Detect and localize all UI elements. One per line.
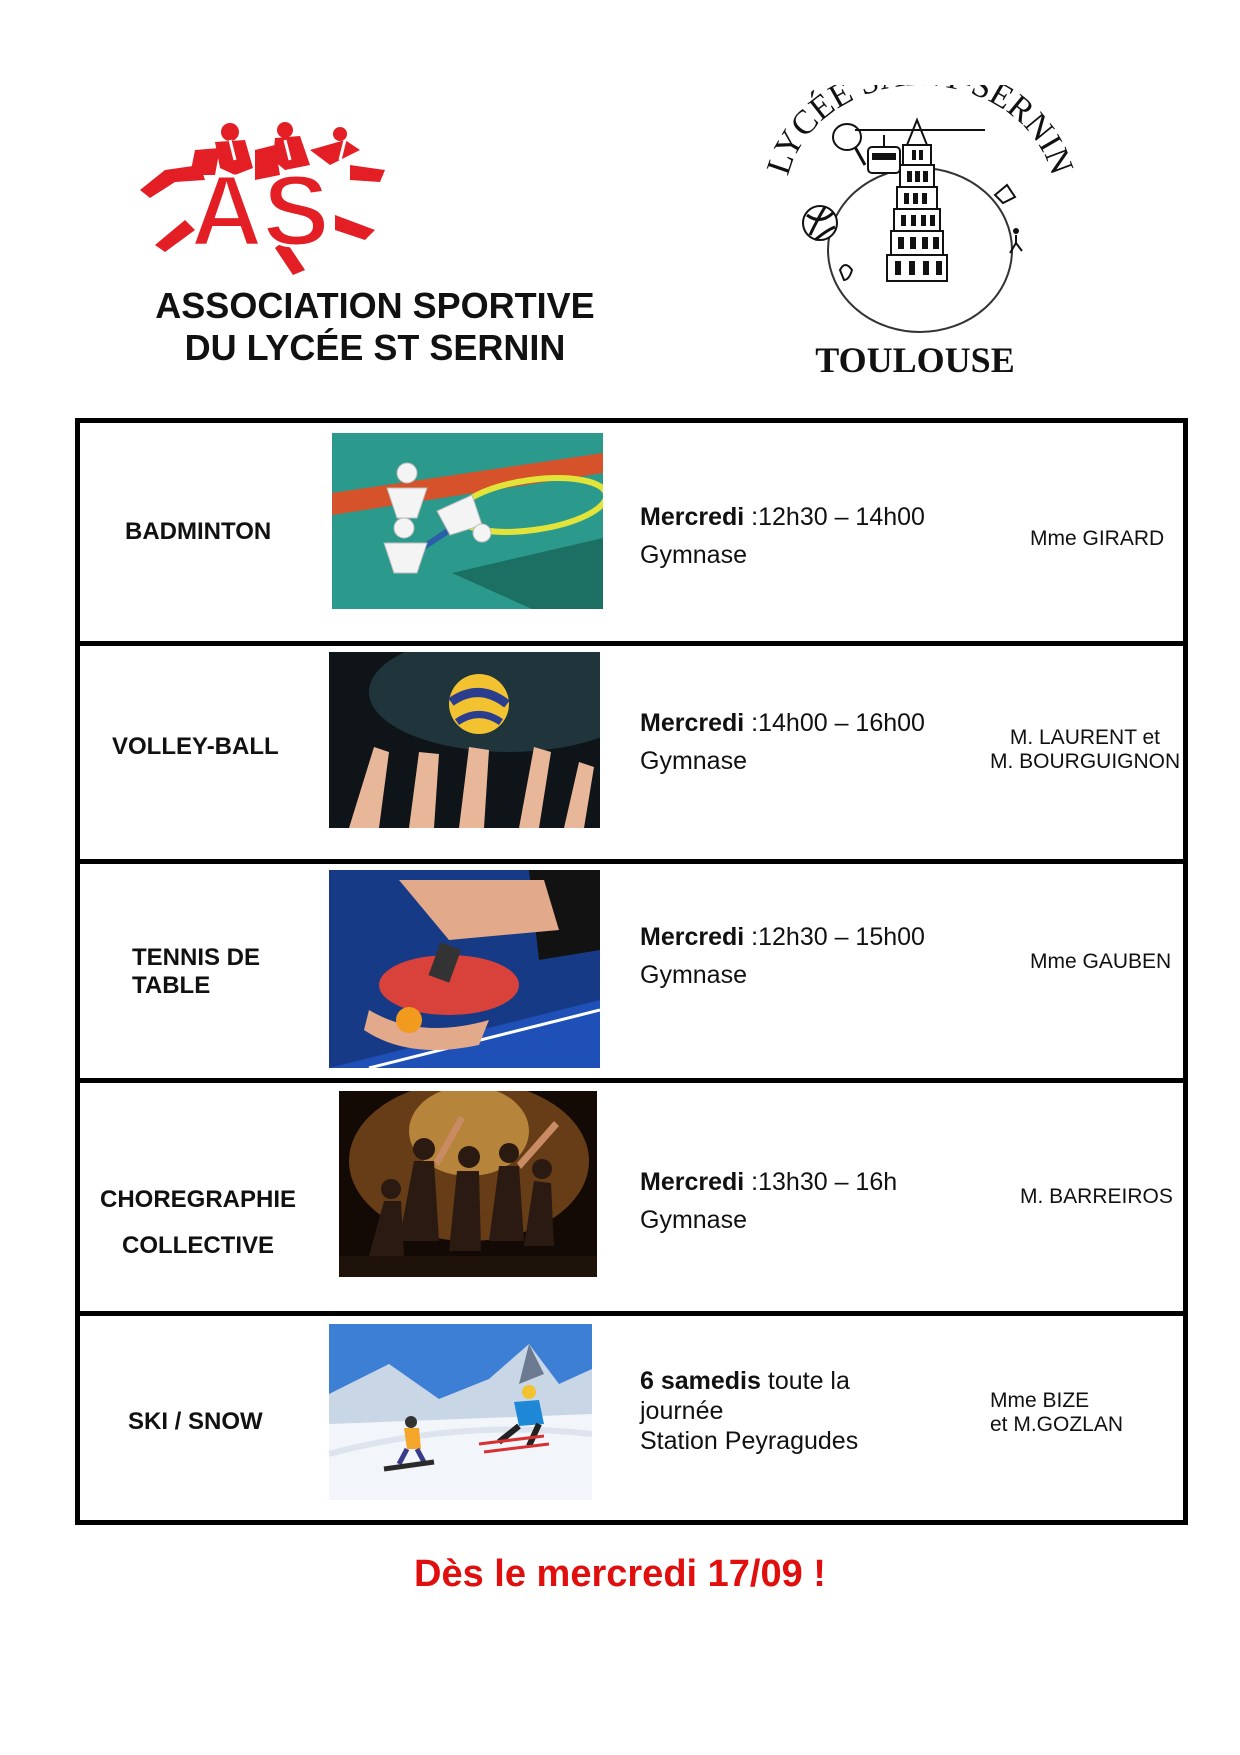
coach-name-line: M. BARREIROS xyxy=(1020,1185,1173,1208)
schedule-info xyxy=(640,704,925,780)
coach-name xyxy=(990,1389,1123,1437)
table-tennis-photo xyxy=(329,870,600,1068)
sport-name xyxy=(125,518,271,546)
table-row xyxy=(80,1078,1183,1311)
school-logo-arc-text: LYCÉE SERNI xyxy=(759,85,1069,180)
dance-photo xyxy=(339,1091,597,1277)
association-title xyxy=(115,285,635,369)
volleyball-photo xyxy=(329,652,600,828)
sport-name-line: CHOREGRAPHIE xyxy=(100,1186,297,1213)
activities-table xyxy=(75,418,1188,1525)
schedule-info xyxy=(640,1163,897,1239)
coach-name-line: M. BOURGUIGNON xyxy=(990,750,1181,773)
sport-name-line: BADMINTON xyxy=(125,518,272,545)
sport-name-line: SKI / SNOW xyxy=(128,1408,263,1435)
sport-name-line: COLLECTIVE xyxy=(122,1232,275,1259)
schedule-info xyxy=(640,918,925,994)
schedule-place: Station Peyragudes xyxy=(640,1427,859,1455)
sport-name-line: TENNIS DE xyxy=(132,944,261,971)
table-row xyxy=(80,641,1183,859)
schedule-time: :14h00 – 16h00 xyxy=(744,709,925,737)
schedule-time-continued: journée xyxy=(640,1397,724,1425)
schedule-place: Gymnase xyxy=(640,747,747,775)
coach-name xyxy=(1020,1185,1173,1209)
sport-name-line: TABLE xyxy=(132,972,211,999)
coach-name xyxy=(1030,950,1171,974)
coach-name xyxy=(1030,527,1164,551)
badminton-photo xyxy=(332,433,603,609)
schedule-day: Mercredi xyxy=(640,709,745,737)
coach-name-line: et M.GOZLAN xyxy=(990,1413,1124,1436)
sport-name xyxy=(100,1177,296,1269)
school-logo xyxy=(755,85,1075,385)
as-logo xyxy=(135,120,395,280)
association-title-line1: ASSOCIATION SPORTIVE xyxy=(155,285,595,326)
sport-name xyxy=(128,1408,263,1436)
coach-name-line: Mme GAUBEN xyxy=(1030,950,1172,973)
schedule-info xyxy=(640,498,925,574)
schedule-place: Gymnase xyxy=(640,961,747,989)
coach-name-line: M. LAURENT et xyxy=(1009,726,1160,749)
schedule-day: Mercredi xyxy=(640,503,745,531)
schedule-day: Mercredi xyxy=(640,1168,745,1196)
association-title-line2: DU LYCÉE ST SERNIN xyxy=(184,327,566,368)
table-row xyxy=(80,423,1183,641)
table-row xyxy=(80,859,1183,1078)
schedule-time: :12h30 – 15h00 xyxy=(744,923,925,951)
schedule-day: Mercredi xyxy=(640,923,745,951)
schedule-time: :12h30 – 14h00 xyxy=(744,503,925,531)
schedule-place: Gymnase xyxy=(640,1206,747,1234)
schedule-time: :13h30 – 16h xyxy=(744,1168,898,1196)
schedule-place: Gymnase xyxy=(640,541,747,569)
coach-name-line: Mme GIRARD xyxy=(1030,527,1165,550)
table-row xyxy=(80,1311,1183,1525)
schedule-info xyxy=(640,1366,858,1456)
school-logo-city: TOULOUSE xyxy=(815,340,1015,380)
sport-name-line: VOLLEY-BALL xyxy=(112,733,279,760)
coach-name xyxy=(990,726,1181,774)
sport-name xyxy=(112,733,279,761)
ski-photo xyxy=(329,1324,592,1500)
sport-name xyxy=(132,944,260,1000)
schedule-time: toute la xyxy=(760,1367,850,1395)
schedule-day: 6 samedis xyxy=(640,1367,761,1395)
as-logo-letters: AS xyxy=(190,155,330,267)
coach-name-line: Mme BIZE xyxy=(990,1389,1090,1412)
start-date-banner: Dès le mercredi 17/09 ! xyxy=(414,1553,826,1595)
